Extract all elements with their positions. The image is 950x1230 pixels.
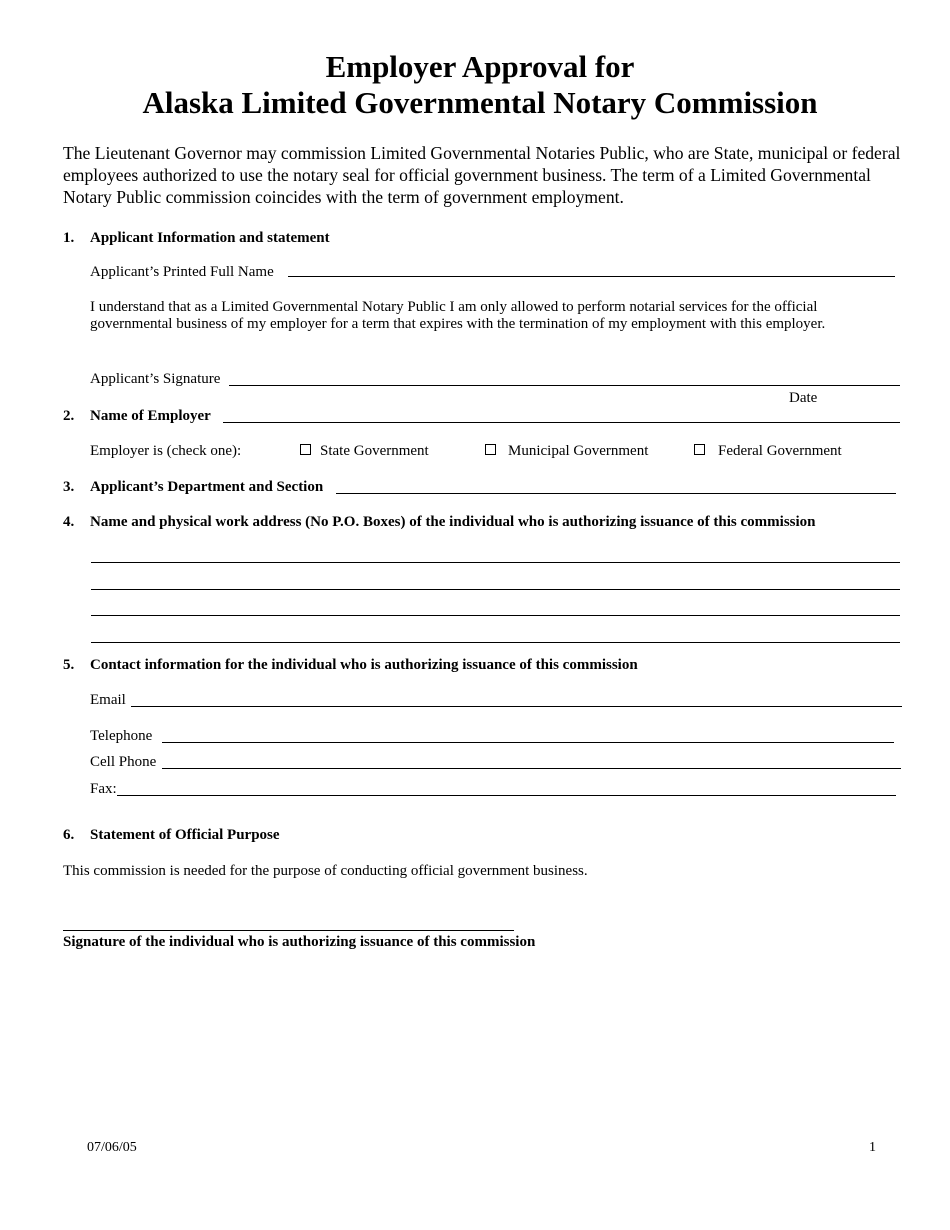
- employer-type-label: Employer is (check one):: [90, 443, 242, 459]
- section2-number: 2.: [63, 408, 75, 424]
- purpose-statement: This commission is needed for the purpose of conducting official government business.: [63, 863, 588, 879]
- section1-title: Applicant Information and statement: [90, 230, 330, 246]
- section5-number: 5.: [63, 657, 75, 673]
- state-government-checkbox[interactable]: [300, 444, 311, 455]
- footer-date: 07/06/05: [87, 1140, 137, 1155]
- authorizer-signature-field[interactable]: [63, 916, 514, 931]
- section6-number: 6.: [63, 827, 75, 843]
- page-number: 1: [869, 1140, 876, 1155]
- telephone-field[interactable]: [162, 728, 894, 743]
- form-title-line1: Employer Approval for: [325, 49, 635, 84]
- applicant-signature-field[interactable]: [229, 371, 900, 386]
- applicant-signature-label: Applicant’s Signature: [90, 371, 221, 387]
- email-label: Email: [90, 692, 126, 708]
- section3-title: Applicant’s Department and Section: [90, 479, 324, 495]
- state-government-label: State Government: [320, 443, 429, 459]
- federal-government-label: Federal Government: [718, 443, 842, 459]
- section5-title: Contact information for the individual who is authorizing issuance of this commission: [90, 657, 638, 673]
- authorizer-address-line-1[interactable]: [91, 548, 900, 563]
- employer-name-field[interactable]: [223, 408, 900, 423]
- section2-title: Name of Employer: [90, 408, 211, 424]
- section3-number: 3.: [63, 479, 75, 495]
- municipal-government-label: Municipal Government: [508, 443, 649, 459]
- section1-number: 1.: [63, 230, 75, 246]
- fax-field[interactable]: [117, 781, 896, 796]
- authorizer-signature-caption: Signature of the individual who is authorizing issuance of this commission: [63, 934, 536, 950]
- municipal-government-checkbox[interactable]: [485, 444, 496, 455]
- section4-title: Name and physical work address (No P.O. Boxes) of the individual who is authorizing issuance of this commission: [90, 514, 816, 530]
- email-field[interactable]: [131, 692, 902, 707]
- department-section-field[interactable]: [336, 479, 896, 494]
- section4-number: 4.: [63, 514, 75, 530]
- authorizer-address-line-2[interactable]: [91, 575, 900, 590]
- telephone-label: Telephone: [90, 728, 153, 744]
- authorizer-address-line-3[interactable]: [91, 601, 900, 616]
- fax-label: Fax:: [90, 781, 117, 797]
- printed-name-label: Applicant’s Printed Full Name: [90, 264, 274, 280]
- authorizer-address-line-4[interactable]: [91, 628, 900, 643]
- signature-date-label: Date: [789, 390, 818, 406]
- cell-phone-label: Cell Phone: [90, 754, 157, 770]
- section6-title: Statement of Official Purpose: [90, 827, 280, 843]
- cell-phone-field[interactable]: [162, 754, 901, 769]
- federal-government-checkbox[interactable]: [694, 444, 705, 455]
- intro-paragraph: The Lieutenant Governor may commission Limited Governmental Notaries Public, who are State, municipal or federal employees authorized to use the notary seal for official government business. The term of a Limited Governmental Notary Public commission coincides with the term of government employment.: [63, 143, 901, 207]
- form-title-line2: Alaska Limited Governmental Notary Commission: [142, 85, 818, 120]
- printed-name-field[interactable]: [288, 262, 895, 277]
- applicant-statement: I understand that as a Limited Governmental Notary Public I am only allowed to perform notarial services for the official governmental business of my employer for a term that expires with the termination of my employment with this employer.: [90, 299, 826, 332]
